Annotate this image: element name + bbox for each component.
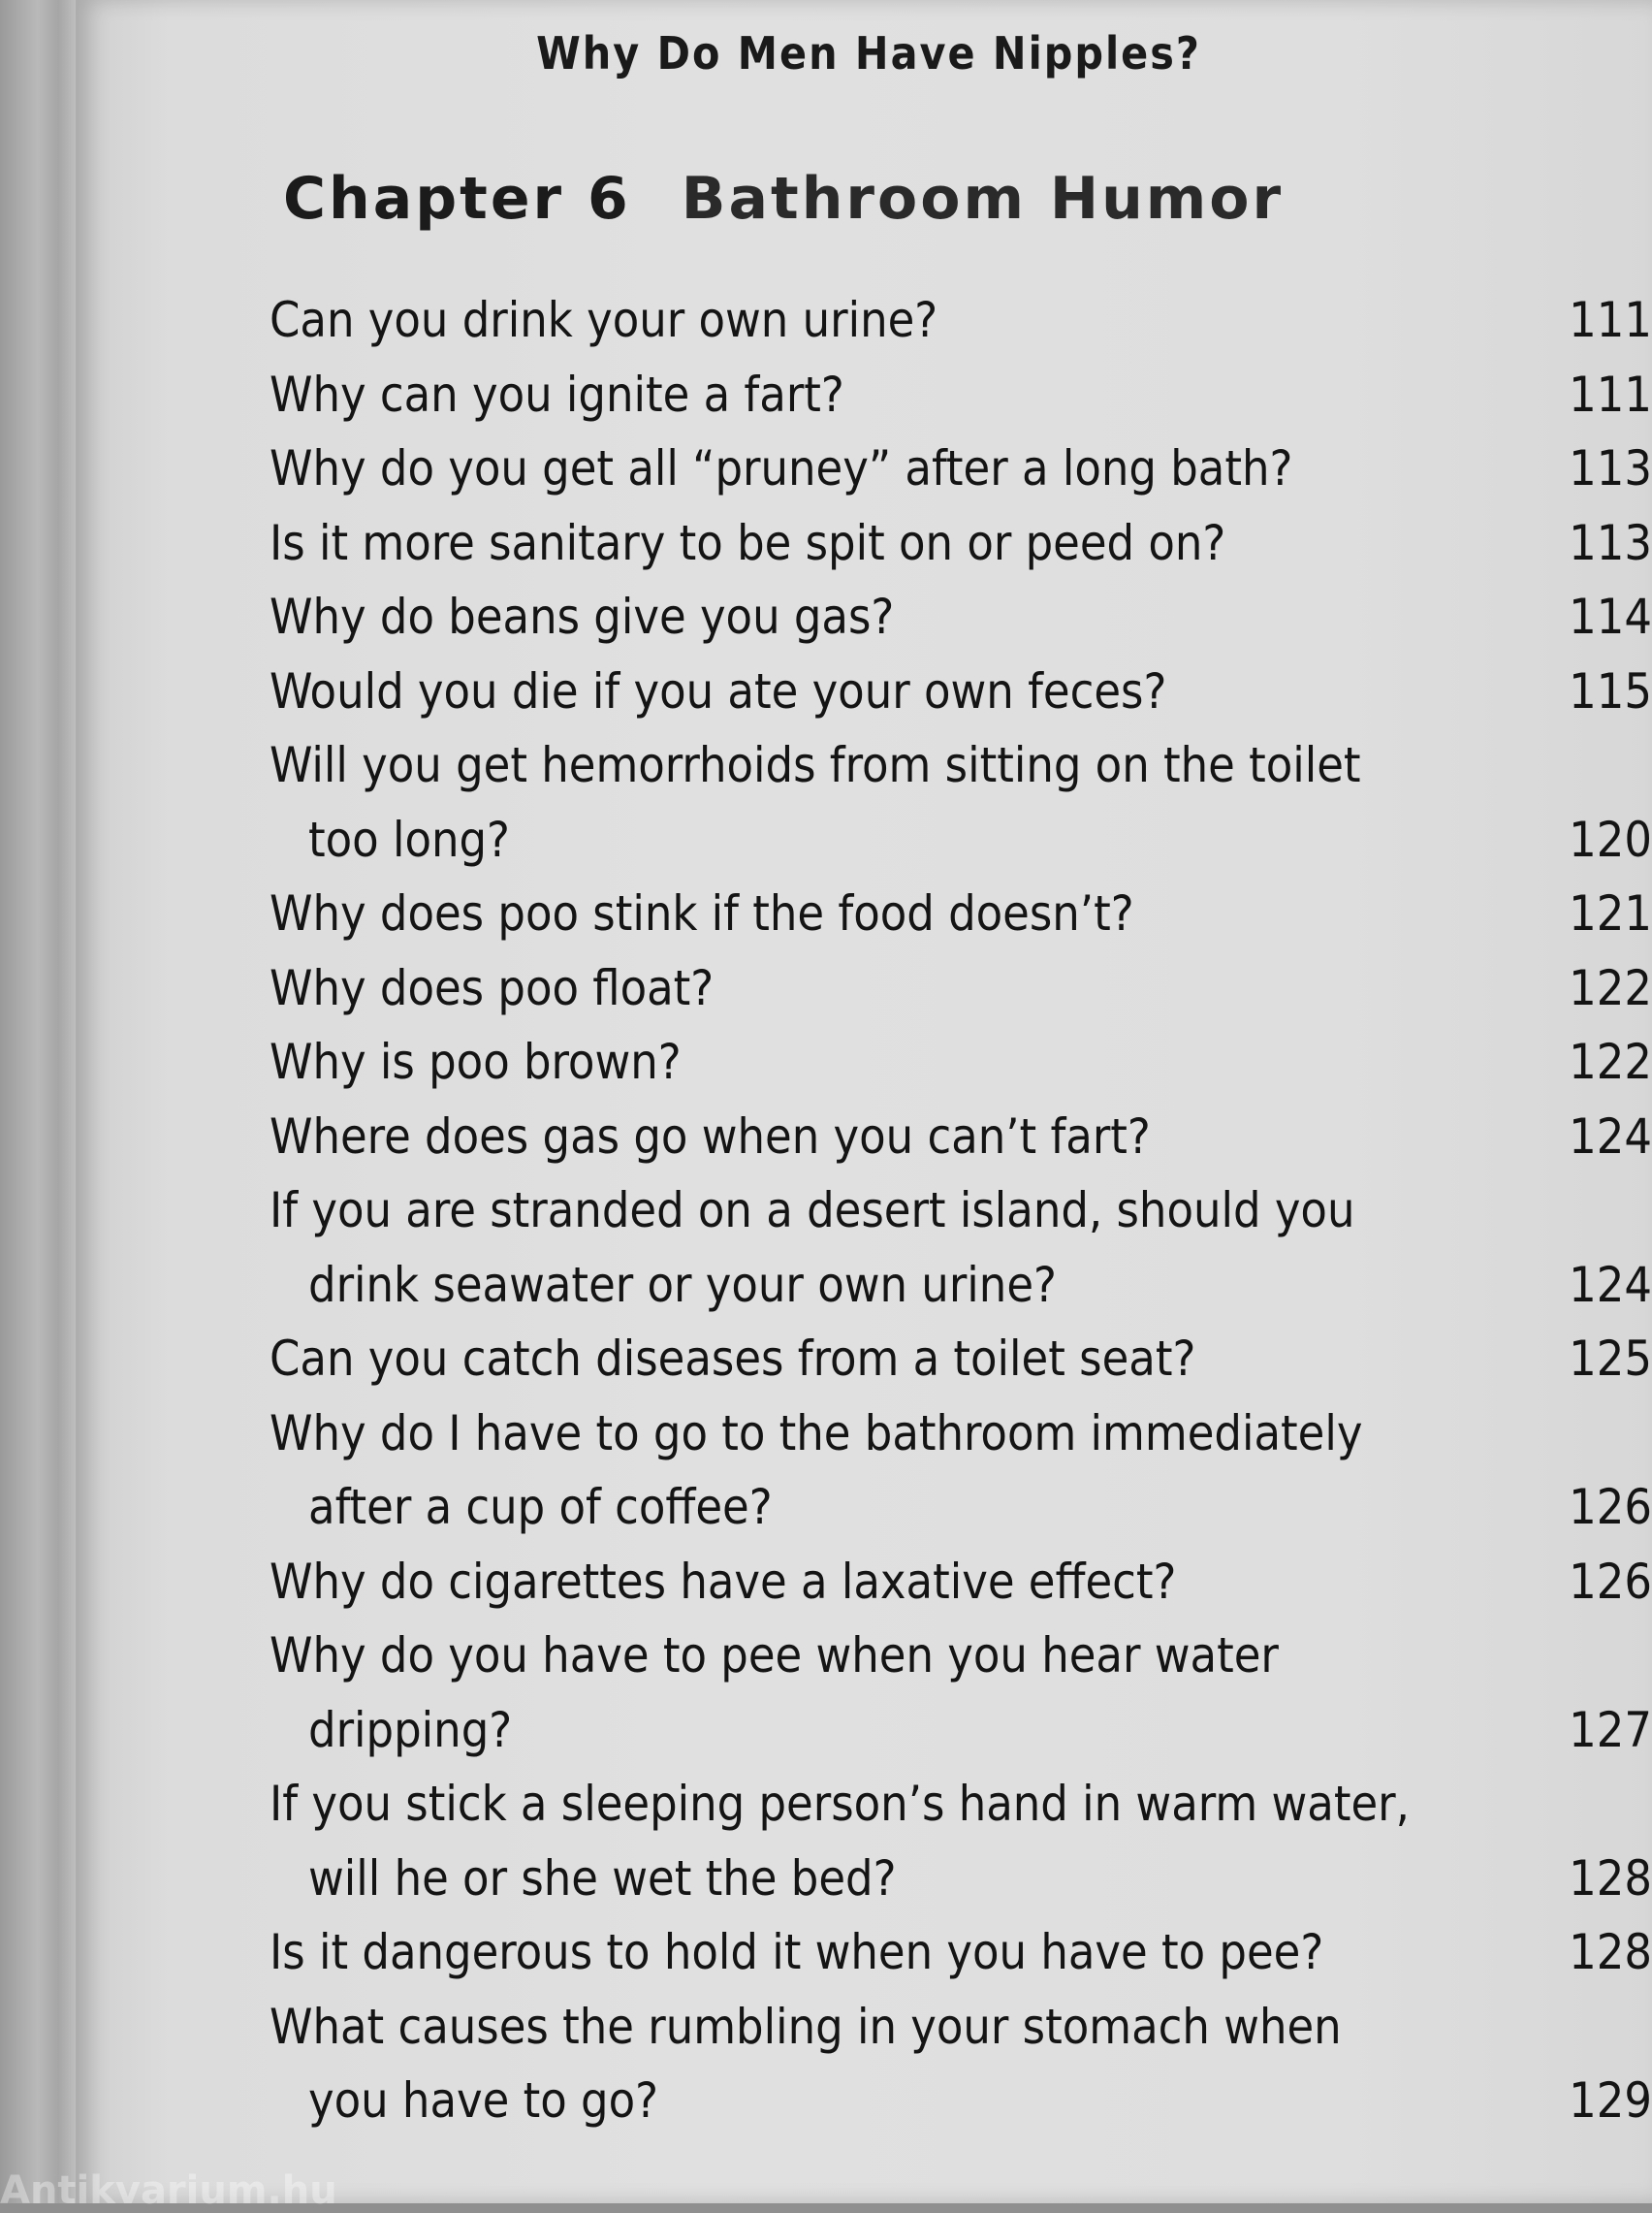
toc-question-line: Why do cigarettes have a laxative effect? [270,1553,1177,1610]
toc-entry [270,358,1652,433]
toc-question-continuation: drink seawater or your own urine? [308,1256,1057,1313]
toc-question-line: Why can you ignite a fart? [270,366,844,423]
toc-question [270,1915,1472,1990]
toc-entry [270,1767,1652,1915]
toc-question-line: Is it more sanitary to be spit on or peed on? [270,514,1226,571]
toc-entry [270,951,1652,1026]
toc-question [270,1396,1472,1545]
book-spine-edge [0,0,83,2203]
toc-page-number: 129 [1569,2072,1652,2129]
toc-page-number: 125 [1569,1331,1652,1387]
toc-entry [270,580,1652,655]
toc-question [270,1767,1472,1915]
toc-page-number: 124 [1569,1256,1652,1313]
toc-page-number: 124 [1569,1107,1652,1165]
toc-page-number: 126 [1569,1553,1652,1610]
toc-entry [270,1100,1652,1174]
toc-question [270,1990,1472,2138]
watermark: Antikvarium.hu [0,2168,337,2213]
toc-page-number: 120 [1569,811,1652,868]
toc-entry [270,1322,1652,1396]
toc-question-line: Why do you get all “pruney” after a long bath? [270,440,1293,497]
toc-question-line: Would you die if you ate your own feces? [270,662,1167,720]
toc-question [270,877,1472,951]
toc-question-continuation: you have to go? [308,2072,658,2129]
toc-question [270,283,1472,358]
toc-entry [270,432,1652,506]
toc-question-line: Why do beans give you gas? [270,589,895,645]
toc-entry [270,1915,1652,1990]
toc-page-number: 128 [1569,1849,1652,1907]
toc-question [270,506,1472,581]
chapter-number: Chapter 6 [283,165,631,233]
toc-entry [270,283,1652,358]
toc-entry [270,1545,1652,1620]
toc-entry [270,506,1652,581]
toc-question-continuation: dripping? [308,1701,513,1758]
toc-question-line: Why do I have to go to the bathroom immediately [270,1404,1363,1461]
toc-question-line: Where does gas go when you can’t fart? [270,1107,1151,1165]
toc-question [270,1619,1472,1767]
toc-question [270,951,1472,1026]
toc-question [270,655,1472,729]
running-head: Why Do Men Have Nipples? [536,27,1201,80]
toc-question [270,358,1472,433]
toc-question-line: Why do you have to pee when you hear water [270,1627,1279,1684]
chapter-heading [283,165,1284,233]
toc-question-line: Why does poo float? [270,959,715,1016]
toc-question [270,1173,1472,1322]
toc-question-line: Why is poo brown? [270,1034,682,1090]
toc-question-continuation: too long? [308,811,510,868]
toc-question [270,1545,1472,1620]
toc-entry [270,1025,1652,1100]
toc-question [270,432,1472,506]
toc-entry [270,1619,1652,1767]
toc-question-line: Will you get hemorrhoids from sitting on the toilet [270,737,1361,793]
toc-page-number: 127 [1569,1701,1652,1758]
toc-question-line: Can you drink your own urine? [270,292,938,348]
table-of-contents [270,283,1652,2138]
book-page [76,0,1652,2203]
toc-page-number: 111 [1569,366,1652,423]
toc-question-continuation: will he or she wet the bed? [308,1849,897,1907]
toc-page-number: 121 [1569,885,1652,942]
chapter-title: Bathroom Humor [681,165,1285,233]
toc-question [270,1025,1472,1100]
toc-page-number: 126 [1569,1479,1652,1535]
toc-entry [270,728,1652,877]
toc-question [270,1100,1472,1174]
toc-question-line: If you stick a sleeping person’s hand in warm water, [270,1776,1410,1832]
toc-question-continuation: after a cup of coffee? [308,1479,773,1535]
toc-page-number: 113 [1569,440,1652,497]
toc-entry [270,1396,1652,1545]
toc-question-line: What causes the rumbling in your stomach when [270,1998,1342,2055]
toc-entry [270,877,1652,951]
toc-page-number: 111 [1569,292,1652,348]
toc-page-number: 115 [1569,662,1652,720]
toc-page-number: 113 [1569,514,1652,571]
toc-question [270,728,1472,877]
toc-question-line: If you are stranded on a desert island, should you [270,1182,1355,1238]
toc-question [270,580,1472,655]
toc-page-number: 114 [1569,589,1652,645]
toc-entry [270,1173,1652,1322]
toc-page-number: 128 [1569,1924,1652,1980]
toc-question [270,1322,1472,1396]
toc-page-number: 122 [1569,1034,1652,1090]
toc-question-line: Why does poo stink if the food doesn’t? [270,885,1134,942]
toc-entry [270,1990,1652,2138]
toc-page-number: 122 [1569,959,1652,1016]
toc-question-line: Can you catch diseases from a toilet seat? [270,1331,1196,1387]
toc-question-line: Is it dangerous to hold it when you have to pee? [270,1924,1324,1980]
toc-entry [270,655,1652,729]
